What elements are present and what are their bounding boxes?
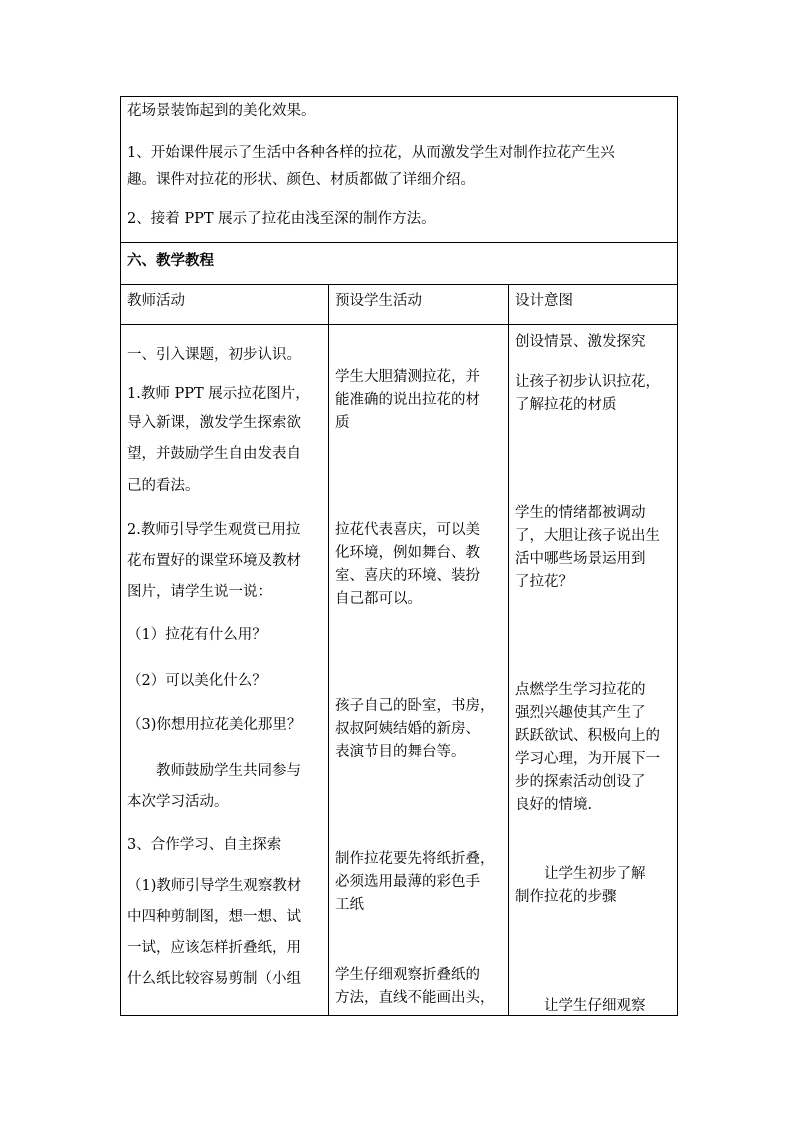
teacher-line: 中四种剪制图，想一想、试: [127, 909, 301, 925]
teacher-line: 2.教师引导学生观赏已用拉: [127, 522, 301, 538]
design-line: 活中哪些场景运用到: [515, 551, 646, 567]
teacher-line: 1.教师 PPT 展示拉花图片，: [127, 386, 310, 402]
intro-text: 1、开始课件展示了生活中各种各样的拉花，从而激发学生对制作拉花产生兴: [127, 145, 615, 161]
design-line: 让学生初步了解: [544, 866, 646, 882]
teacher-line: （2）可以美化什么？: [127, 673, 267, 689]
design-line: 良好的情境.: [515, 797, 593, 813]
column-header-teacher: 教师活动: [127, 293, 185, 309]
teacher-line: 什么纸比较容易剪制（小组: [127, 971, 301, 987]
student-line: 质: [335, 415, 350, 431]
column-divider: [328, 284, 329, 1016]
student-line: 学生仔细观察折叠纸的: [335, 967, 480, 983]
teacher-line: 一试，应该怎样折叠纸，用: [127, 940, 301, 956]
design-line: 了，大胆让孩子说出生: [515, 528, 660, 544]
student-line: 方法，直线不能画出头，: [335, 990, 495, 1006]
student-line: 自己都可以。: [335, 591, 422, 607]
design-line: 让孩子初步认识拉花，: [515, 374, 660, 390]
intro-text: 趣。课件对拉花的形状、颜色、材质都做了详细介绍。: [127, 172, 475, 188]
column-header-student: 预设学生活动: [335, 293, 422, 309]
teacher-line: 3、合作学习、自主探索: [127, 837, 282, 853]
student-line: 必须选用最薄的彩色手: [335, 874, 480, 890]
teacher-line: 望，并鼓励学生自由发表自: [127, 446, 301, 462]
student-line: 工纸: [335, 897, 364, 913]
student-line: 化环境，例如舞台、教: [335, 545, 480, 561]
table-border-right: [677, 96, 678, 1016]
teacher-line: 图片，请学生说一说：: [127, 584, 272, 600]
lesson-table: [120, 96, 678, 1016]
row-divider: [120, 324, 678, 325]
teacher-line: 己的看法。: [127, 478, 200, 494]
design-line: 点燃学生学习拉花的: [515, 682, 646, 698]
teacher-line: 本次学习活动。: [127, 794, 229, 810]
teacher-line: （1)教师引导学生观察教材: [127, 878, 302, 894]
column-divider: [508, 284, 509, 1016]
table-border-left: [120, 96, 121, 1016]
design-line: 步的探索活动创设了: [515, 774, 646, 790]
column-header-design: 设计意图: [515, 293, 573, 309]
design-line: 强烈兴趣使其产生了: [515, 705, 646, 721]
student-line: 孩子自己的卧室，书房，: [335, 698, 495, 714]
row-divider: [120, 242, 678, 243]
teacher-line: （3)你想用拉花美化那里？: [127, 717, 302, 733]
design-line: 了解拉花的材质: [515, 397, 617, 413]
student-line: 室、喜庆的环境、装扮: [335, 568, 480, 584]
design-line: 制作拉花的步骤: [515, 889, 617, 905]
student-line: 学生大胆猜测拉花，并: [335, 369, 480, 385]
student-line: 拉花代表喜庆，可以美: [335, 522, 480, 538]
design-line: 创设情景、激发探究: [515, 334, 646, 350]
section-title: 六、教学教程: [127, 252, 214, 269]
intro-text: 花场景装饰起到的美化效果。: [127, 103, 316, 119]
row-divider: [120, 284, 678, 285]
design-line: 让学生仔细观察: [544, 998, 646, 1014]
teacher-line: 一、引入课题，初步认识。: [127, 347, 301, 363]
design-line: 学习心理，为开展下一: [515, 751, 660, 767]
table-border-top: [120, 96, 678, 97]
teacher-line: （1）拉花有什么用？: [127, 627, 267, 643]
teacher-line: 花布置好的课堂环境及教材: [127, 553, 301, 569]
design-line: 跃跃欲试、积极向上的: [515, 728, 660, 744]
student-line: 制作拉花要先将纸折叠，: [335, 851, 495, 867]
student-line: 表演节目的舞台等。: [335, 744, 466, 760]
student-line: 能准确的说出拉花的材: [335, 392, 480, 408]
teacher-line: 导入新课，激发学生探索欲: [127, 415, 301, 431]
student-line: 叔叔阿姨结婚的新房、: [335, 721, 480, 737]
design-line: 学生的情绪都被调动: [515, 505, 646, 521]
teacher-line: 教师鼓励学生共同参与: [156, 763, 301, 779]
design-line: 了拉花？: [515, 574, 573, 590]
intro-text: 2、接着 PPT 展示了拉花由浅至深的制作方法。: [127, 211, 436, 227]
